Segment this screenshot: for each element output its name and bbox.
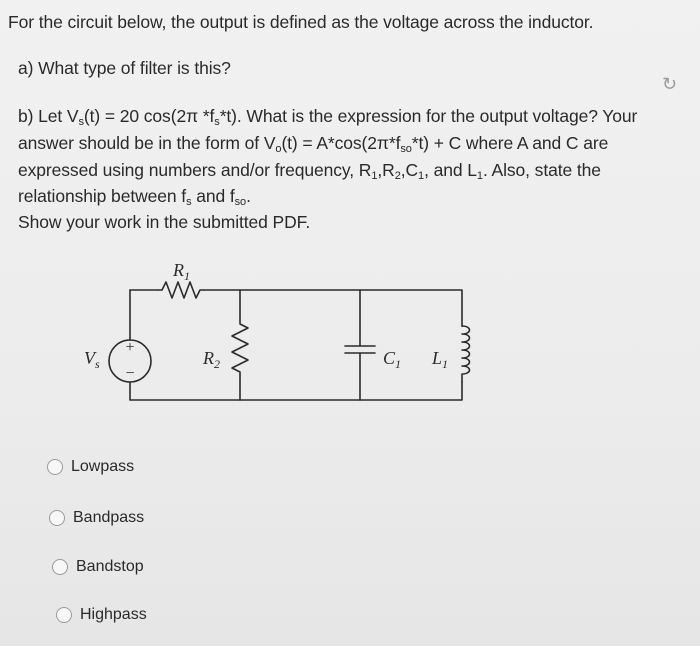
question-part-b-line4: relationship between $f_s$ and $f_{so}$. (18, 186, 251, 208)
inductor-l1 (462, 326, 470, 382)
resistor-r1 (158, 282, 204, 298)
question-part-a: a) What type of filter is this? (18, 58, 231, 78)
option-label: Lowpass (71, 458, 135, 475)
r1-label: $R_1$ (173, 260, 190, 283)
radio-bandstop[interactable] (52, 559, 68, 575)
question-part-b-line1: b) Let $V_s(t) = 20$ cos(2π $*f_s*t$). What is the expression for the output voltage? Your (18, 106, 638, 128)
l1-label: $L_1$ (432, 348, 449, 371)
wire (204, 290, 462, 326)
r2-label: $R_2$ (203, 348, 220, 371)
vs-minus: − (125, 365, 135, 382)
option-highpass[interactable] (56, 606, 147, 624)
radio-highpass[interactable] (56, 607, 72, 623)
resistor-r2 (232, 320, 248, 376)
question-part-b-line3: expressed using numbers and/or frequency, $R_1,R_2,C_1$, and $L_1$. Also, state the (18, 160, 601, 182)
option-label: Bandstop (76, 558, 144, 575)
radio-lowpass[interactable] (47, 459, 63, 475)
option-lowpass[interactable] (47, 458, 134, 476)
radio-bandpass[interactable] (49, 510, 65, 526)
option-bandpass[interactable] (49, 509, 144, 527)
option-bandstop[interactable] (52, 558, 144, 576)
question-part-b-line2: answer should be in the form of $V_o(t) = A*\cos(2\pi*f_{so}*t) + C$ where A and C are (18, 133, 609, 155)
c1-label: $C_1$ (383, 348, 402, 371)
vs-label: $V_s$ (84, 348, 100, 371)
option-label: Bandpass (73, 509, 145, 526)
capacitor-c1 (345, 346, 375, 353)
question-part-b-line5: Show your work in the submitted PDF. (18, 212, 311, 232)
option-label: Highpass (80, 606, 147, 623)
wire (130, 382, 462, 400)
vs-plus: + (125, 339, 135, 356)
refresh-icon: ↻ (662, 74, 678, 94)
question-intro: For the circuit below, the output is defined as the voltage across the inductor. (8, 12, 594, 32)
circuit-diagram (70, 250, 510, 420)
